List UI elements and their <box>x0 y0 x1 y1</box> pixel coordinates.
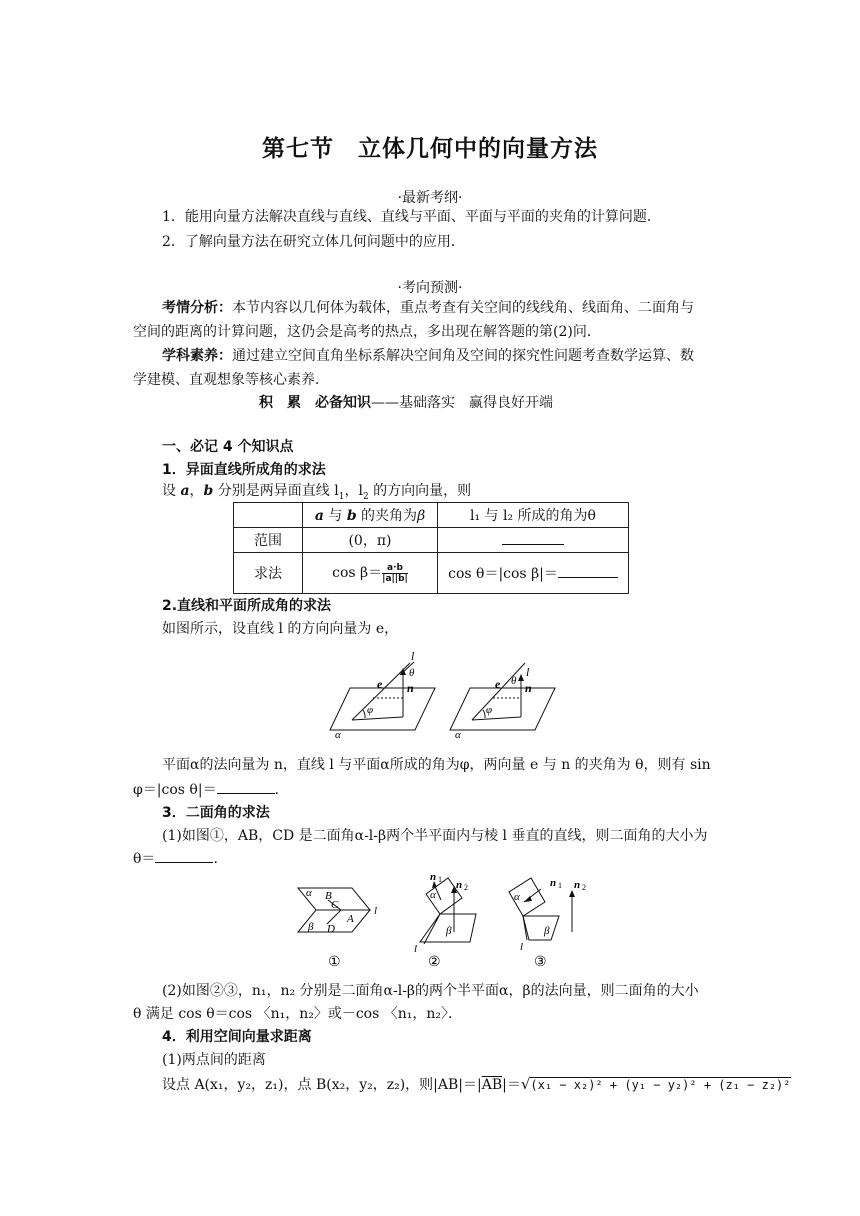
label-phi-2: φ <box>486 704 493 716</box>
answer-blank <box>502 531 564 545</box>
radicand: (x₁ − x₂)² + (y₁ − y₂)² + (z₁ − z₂)² <box>530 1078 791 1092</box>
arrow-n-2 <box>518 674 524 681</box>
d1-C: C <box>331 899 339 911</box>
d2-n2-label: n <box>456 879 463 891</box>
table-header-beta <box>303 503 438 528</box>
line-l-2 <box>472 663 525 720</box>
answer-blank <box>558 564 618 578</box>
answer-blank <box>217 780 275 794</box>
literacy-text-1: 通过建立空间直角坐标系解决空间角及空间的探究性问题考查数学运算、数 <box>232 348 694 364</box>
table-method-beta <box>303 553 438 594</box>
projection-line-2 <box>472 717 521 720</box>
d1-alpha: α <box>306 887 312 899</box>
literacy-text-2: 学建模、直观想象等核心素养． <box>133 372 329 388</box>
point-4-subheading: (1)两点间的距离 <box>162 1052 266 1068</box>
intro-text: 分别是两异面直线 l <box>213 483 339 499</box>
point-4-heading: 4．利用空间向量求距离 <box>162 1029 312 1045</box>
point-3-text-4: θ 满足 cos θ＝cos 〈n₁，n₂〉或－cos 〈n₁，n₂〉． <box>133 1006 462 1022</box>
formula-text: 设点 A(x₁，y₂，z₁)，点 B(x₂，y₂，z₂)，则|AB|＝| <box>162 1077 482 1093</box>
projection-line-1 <box>352 717 403 720</box>
d3-l: l <box>520 941 524 953</box>
d1-l: l <box>374 905 378 917</box>
point-3-heading: 3．二面角的求法 <box>162 805 270 821</box>
d2-alpha: α <box>430 889 436 901</box>
d2-n2-sub: 2 <box>464 883 468 892</box>
label-l-2: l <box>526 665 530 679</box>
dihedral-figure <box>294 872 594 972</box>
period: ． <box>213 851 228 867</box>
point-2-text-2 <box>133 780 289 800</box>
point-1-heading: 1．异面直线所成角的求法 <box>162 462 326 478</box>
page-title: 第七节 立体几何中的向量方法 <box>262 136 598 162</box>
label-theta: θ <box>409 667 415 679</box>
d1-B: B <box>325 890 332 902</box>
table-range-blank <box>438 528 629 553</box>
plane-alpha-1 <box>330 688 435 730</box>
outline-item-1: 1．能用向量方法解决直线与直线、直线与平面、平面与平面的夹角的计算问题． <box>162 209 661 225</box>
d2-l: l <box>414 943 418 955</box>
vector-ab: $\overline{AB}$ <box>481 1077 503 1093</box>
intro-text: ，l <box>344 483 363 499</box>
label-phi: φ <box>367 704 374 716</box>
analysis-label: 考情分析： <box>162 300 232 316</box>
d2-n1-sub: 1 <box>438 875 442 884</box>
section-heading: 一、必记 4 个知识点 <box>162 439 294 455</box>
vector-b: b <box>203 483 214 499</box>
table-row-label-range: 范围 <box>234 528 303 553</box>
label-e-2: e <box>495 677 501 691</box>
point-3-text-3: (2)如图②③，n₁，n₂ 分别是二面角α-l-β的两个半平面α，β的法向量，则二面角的大小 <box>162 983 699 999</box>
cos-theta-text: cos θ＝|cos β|＝ <box>448 566 558 582</box>
angle-arc-1 <box>363 710 365 718</box>
angle-table <box>233 502 629 594</box>
d3-beta: β <box>544 925 550 937</box>
figure-label-3: ③ <box>534 955 547 970</box>
label-n: n <box>407 681 414 695</box>
d1-beta: β <box>308 921 314 933</box>
angle-arc-2 <box>483 710 485 718</box>
point-2-text-1: 平面α的法向量为 n，直线 l 与平面α所成的角为φ，两向量 e 与 n 的夹角为 θ，则有 sin <box>162 757 711 773</box>
label-theta-2: θ <box>511 675 517 687</box>
d3-n2-sub: 2 <box>582 883 586 892</box>
label-l: l <box>411 649 415 663</box>
figure-label-2: ② <box>428 955 441 970</box>
d1-line-cd <box>327 910 341 924</box>
banner-right: ——基础落实 赢得良好开端 <box>371 395 553 411</box>
d3-plane-beta <box>523 916 559 940</box>
fraction <box>382 563 408 584</box>
section-banner <box>259 393 553 413</box>
theta-equals: θ＝ <box>133 851 156 867</box>
sin-phi-text: φ＝|cos θ|＝ <box>133 782 217 798</box>
analysis-line-1 <box>162 298 694 318</box>
vector-a: a <box>314 508 324 524</box>
period: ． <box>274 782 289 798</box>
line-l-1 <box>352 663 410 720</box>
d2-beta: β <box>446 925 452 937</box>
d3-n1-label: n <box>550 877 557 889</box>
d3-alpha: α <box>514 891 520 903</box>
header-text: 与 <box>323 508 347 524</box>
forecast-heading: ·考向预测· <box>397 280 463 296</box>
d2-edge <box>424 914 440 944</box>
analysis-text-1: 本节内容以几何体为载体，重点考查有关空间的线线角、线面角、二面角与 <box>232 300 694 316</box>
d1-D: D <box>327 923 335 935</box>
literacy-line-1 <box>162 346 694 366</box>
outline-item-2: 2．了解向量方法在研究立体几何问题中的应用． <box>162 234 465 250</box>
literacy-label: 学科素养： <box>162 348 232 364</box>
table-range-value: (0，π) <box>303 528 438 553</box>
label-n-2: n <box>525 681 532 695</box>
outline-heading: ·最新考纲· <box>397 190 463 206</box>
cos-beta-text: cos β＝ <box>332 565 383 582</box>
table-header-theta: l₁ 与 l₂ 所成的角为θ <box>438 503 629 528</box>
table-corner <box>234 503 303 528</box>
banner-mid: 必备知识 <box>315 395 371 411</box>
vector-a: a <box>180 483 190 499</box>
table-row-label-method: 求法 <box>234 553 303 594</box>
d2-n1-label: n <box>430 872 437 883</box>
header-text: 的夹角为 <box>356 508 418 524</box>
vector-b: b <box>346 508 357 524</box>
table-method-theta <box>438 553 629 594</box>
distance-formula <box>162 1074 791 1095</box>
answer-blank <box>155 849 213 863</box>
d3-n1-sub: 1 <box>558 881 562 890</box>
point-3-text-2 <box>133 849 227 869</box>
figure-label-1: ① <box>328 955 341 970</box>
plane-alpha-2 <box>450 688 555 730</box>
intro-text: 的方向向量，则 <box>368 483 472 499</box>
analysis-text-2: 空间的距离的计算问题，这仍会是高考的热点，多出现在解答题的第(2)问． <box>133 324 601 340</box>
point-2-intro: 如图所示，设直线 l 的方向向量为 e， <box>162 621 399 637</box>
d3-n2-label: n <box>574 879 581 891</box>
formula-text: |＝ <box>502 1077 521 1093</box>
beta-symbol: β <box>417 508 426 524</box>
intro-text: ， <box>189 483 204 499</box>
banner-left: 积 累 <box>259 395 315 411</box>
line-plane-figure <box>325 648 625 740</box>
point-2-heading: 2.直线和平面所成角的求法 <box>162 598 332 614</box>
d1-A: A <box>347 913 354 925</box>
label-e: e <box>377 677 383 691</box>
intro-text: 设 <box>162 483 181 499</box>
fraction-numerator: a·b <box>382 563 408 574</box>
point-3-text-1: (1)如图①，AB，CD 是二面角α-l-β两个半平面内与棱 l 垂直的直线，则二面角的大小为 <box>162 828 708 844</box>
label-alpha: α <box>335 729 341 740</box>
fraction-denominator: |a||b| <box>382 573 408 584</box>
point-1-intro: 设 a，b 分别是两异面直线 $l_1$，$l_2$ 的方向向量，则 <box>162 483 472 502</box>
d3-n2-arrow <box>569 890 575 897</box>
label-alpha-2: α <box>455 729 461 740</box>
radical-sign: √ <box>520 1075 531 1093</box>
